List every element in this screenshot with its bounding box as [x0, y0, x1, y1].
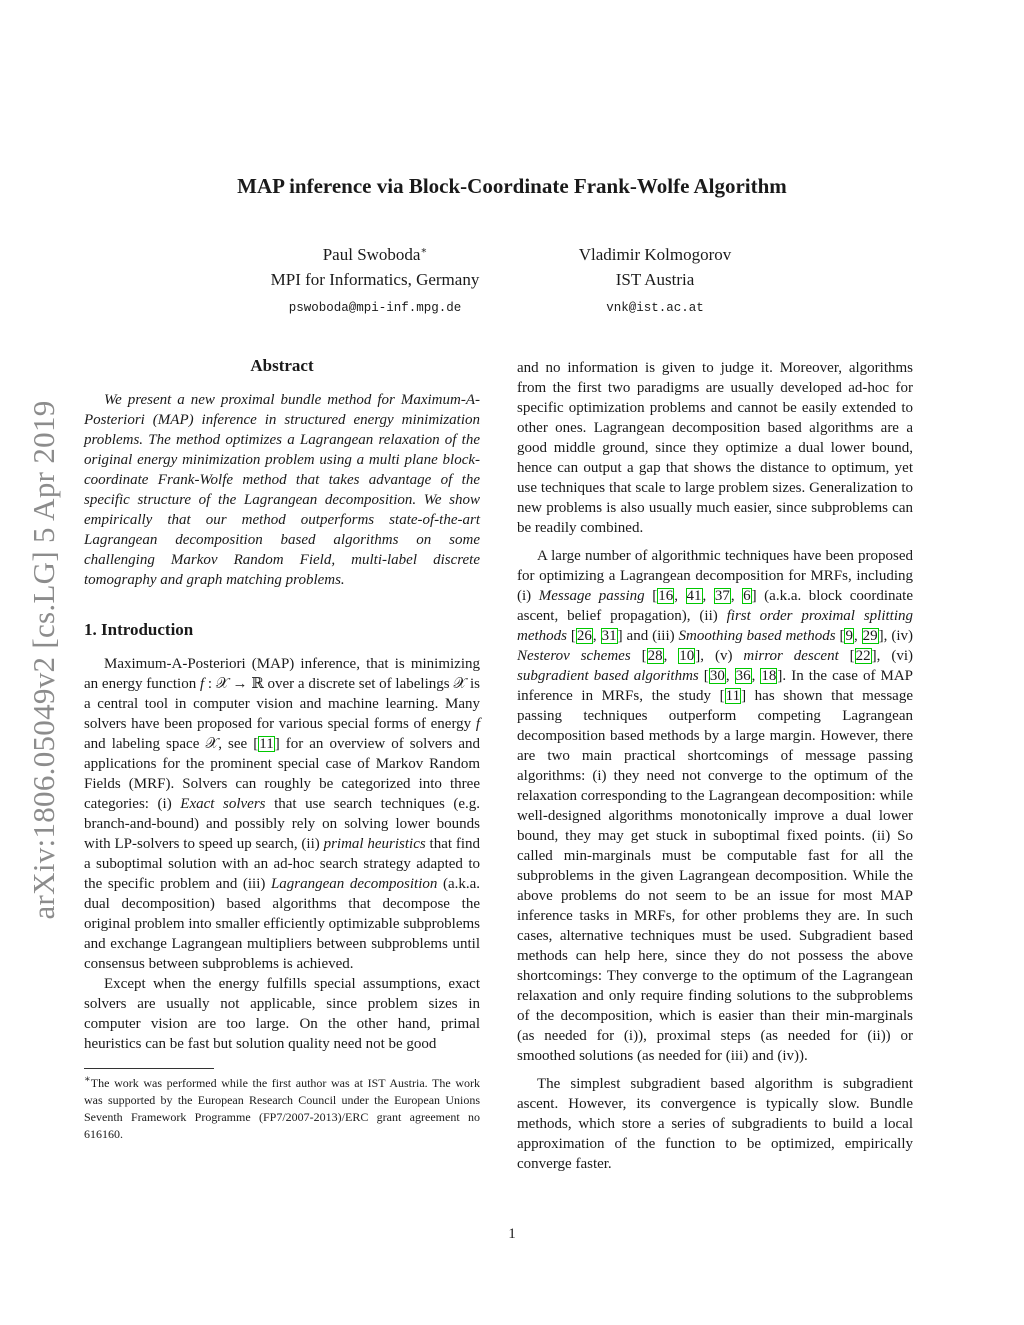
citation-link[interactable]: 30	[709, 668, 725, 684]
citation-link[interactable]: 9	[845, 628, 853, 644]
author-block-1	[225, 242, 525, 321]
intro-paragraph-3: A large number of algorithmic techniques have been proposed for optimizing a Lagrangean decomposition for MRFs, including (i) Message passing [16, 41, 37, 6] (a.k.a. block coordinate ascent, belief propagation), (ii) first order proximal splitting methods [26, 31] and (iii) Smoothing based methods [9, 29], (iv) Nesterov schemes [28, 10], (v) mirror descent [22], (vi) subgradient based algorithms [30, 36, 18]. In the case of MAP inference in MRFs, the study [11] has shown that message passing techniques outperform competing Lagrangean decomposition based methods by a large margin. However, there are two main practical shortcomings of message passing algorithms: (i) they need not converge to the optimum of the relaxation corresponding to the Lagrangean decomposition: while well-designed algorithms monotonically improve a dual lower bound, they may get stuck in suboptimal fixed points. (ii) So called min-marginals must be computable fast for all the subproblems in the given Lagrangean decomposition. While the above problems do not seem to be an issue for most MAP inference tasks in MRFs, for other problems they are. In such cases, alternative techniques must be used. Subgradient based methods can help here, since they do not possess the above shortcomings: They converge to the optimum of the Lagrangean relaxation and only require finding solutions to the subproblems of the decomposition, which is easier than their min-marginals (as needed for (i)), proximal steps (as needed for (ii)) or smoothed solutions (as needed for (iii) and (iv)).	[517, 548, 914, 1064]
page-number: 1	[508, 1226, 516, 1242]
arxiv-stamp: arXiv:1806.05049v2 [cs.LG] 5 Apr 2019	[26, 400, 61, 920]
author-name: Vladimir Kolmogorov	[578, 245, 732, 264]
citation-link[interactable]: 11	[725, 688, 741, 704]
citation-link[interactable]: 28	[647, 648, 663, 664]
author-footnote-mark: ∗	[420, 245, 428, 257]
author-block-2	[505, 242, 805, 321]
citation-link[interactable]: 37	[714, 588, 730, 604]
citation-link[interactable]: 22	[855, 648, 871, 664]
paper-title: MAP inference via Block-Coordinate Frank-Wolfe Algorithm	[237, 174, 787, 198]
section-heading-introduction: 1. Introduction	[84, 620, 194, 639]
author-affiliation: IST Austria	[615, 270, 695, 289]
citation-link[interactable]: 10	[679, 648, 695, 664]
left-column	[84, 356, 480, 1143]
intro-paragraph-1: Maximum-A-Posteriori (MAP) inference, that is minimizing an energy function f : 𝒳 → ℝ over a discrete set of labelings 𝒳 is a central tool in computer vision and machine learning. Many solvers have been proposed for various special forms of energy f and labeling space 𝒳, see [11] for an overview of solvers and applications for the prominent special case of Markov Random Fields (MRF). Solvers can roughly be categorized into three categories: (i) Exact solvers that use search techniques (e.g. branch-and-bound) and possibly rely on solving lower bounds with LP-solvers to speed up search, (ii) primal heuristics that find a suboptimal solution with an ad-hoc search strategy adapted to the specific problem and (iii) Lagrangean decomposition (a.k.a. dual decomposition) based algorithms that decompose the original problem into smaller efficiently optimizable subproblems and exchange Lagrangean multipliers between subproblems until consensus between subproblems is achieved.	[84, 656, 481, 972]
footnote-text: The work was performed while the first author was at IST Austria. The work was supported by the European Research Council under the European Unions Seventh Framework Programme (FP7/2007-2013)/ERC grant agreement no 616160.	[84, 1076, 480, 1141]
author-name: Paul Swoboda	[322, 245, 421, 264]
footnote-mark: ∗	[84, 1074, 91, 1085]
intro-paragraph-2-cont: and no information is given to judge it. Moreover, algorithms from the first two paradigms are usually developed ad-hoc for specific optimization problems and cannot be easily extended to other ones. Lagrangean decomposition based algorithms are a good middle ground, since they optimize a dual lower bound, hence can output a gap that shows the distance to optimum, yet use techniques that scale to large problem sizes. Generalization to new problems is also usually much easier, since subproblems can be readily combined.	[517, 360, 913, 536]
citation-link[interactable]: 16	[658, 588, 674, 604]
author-email: pswoboda@mpi-inf.mpg.de	[288, 301, 462, 315]
citation-link[interactable]: 18	[761, 668, 777, 684]
abstract-heading: Abstract	[250, 356, 314, 375]
abstract-body	[84, 390, 480, 590]
intro-paragraph-2: Except when the energy fulfills special assumptions, exact solvers are usually not applicable, since problem sizes in computer vision are too large. On the other hand, primal heuristics can be fast but solution quality need not be good	[84, 976, 480, 1052]
citation-link[interactable]: 41	[686, 588, 702, 604]
citation-link[interactable]: 29	[862, 628, 878, 644]
citation-link[interactable]: 31	[601, 628, 617, 644]
citation-link[interactable]: 26	[576, 628, 592, 644]
intro-paragraph-4: The simplest subgradient based algorithm is subgradient ascent. However, its convergence is typically slow. Bundle methods, which store a series of subgradients to build a local approximation of the function to be optimized, empirically converge faster.	[517, 1076, 913, 1172]
footnote-rule	[84, 1068, 214, 1069]
footnote	[84, 1075, 480, 1143]
abstract-text: We present a new proximal bundle method for Maximum-A-Posteriori (MAP) inference in structured energy minimization problems. The method optimizes a Lagrangean relaxation of the original energy minimization problem using a multi plane block-coordinate Frank-Wolfe method that takes advantage of the specific structure of the Lagrangean decomposition. We show empirically that our method outperforms state-of-the-art Lagrangean decomposition based algorithms on some challenging Markov Random Field, multi-label discrete tomography and graph matching problems.	[84, 392, 480, 588]
citation-link[interactable]: 36	[735, 668, 751, 684]
author-affiliation: MPI for Informatics, Germany	[270, 270, 480, 289]
right-column	[517, 358, 913, 1174]
author-email: vnk@ist.ac.at	[606, 301, 704, 315]
citation-link[interactable]: 11	[259, 736, 274, 752]
citation-link[interactable]: 6	[743, 588, 751, 604]
